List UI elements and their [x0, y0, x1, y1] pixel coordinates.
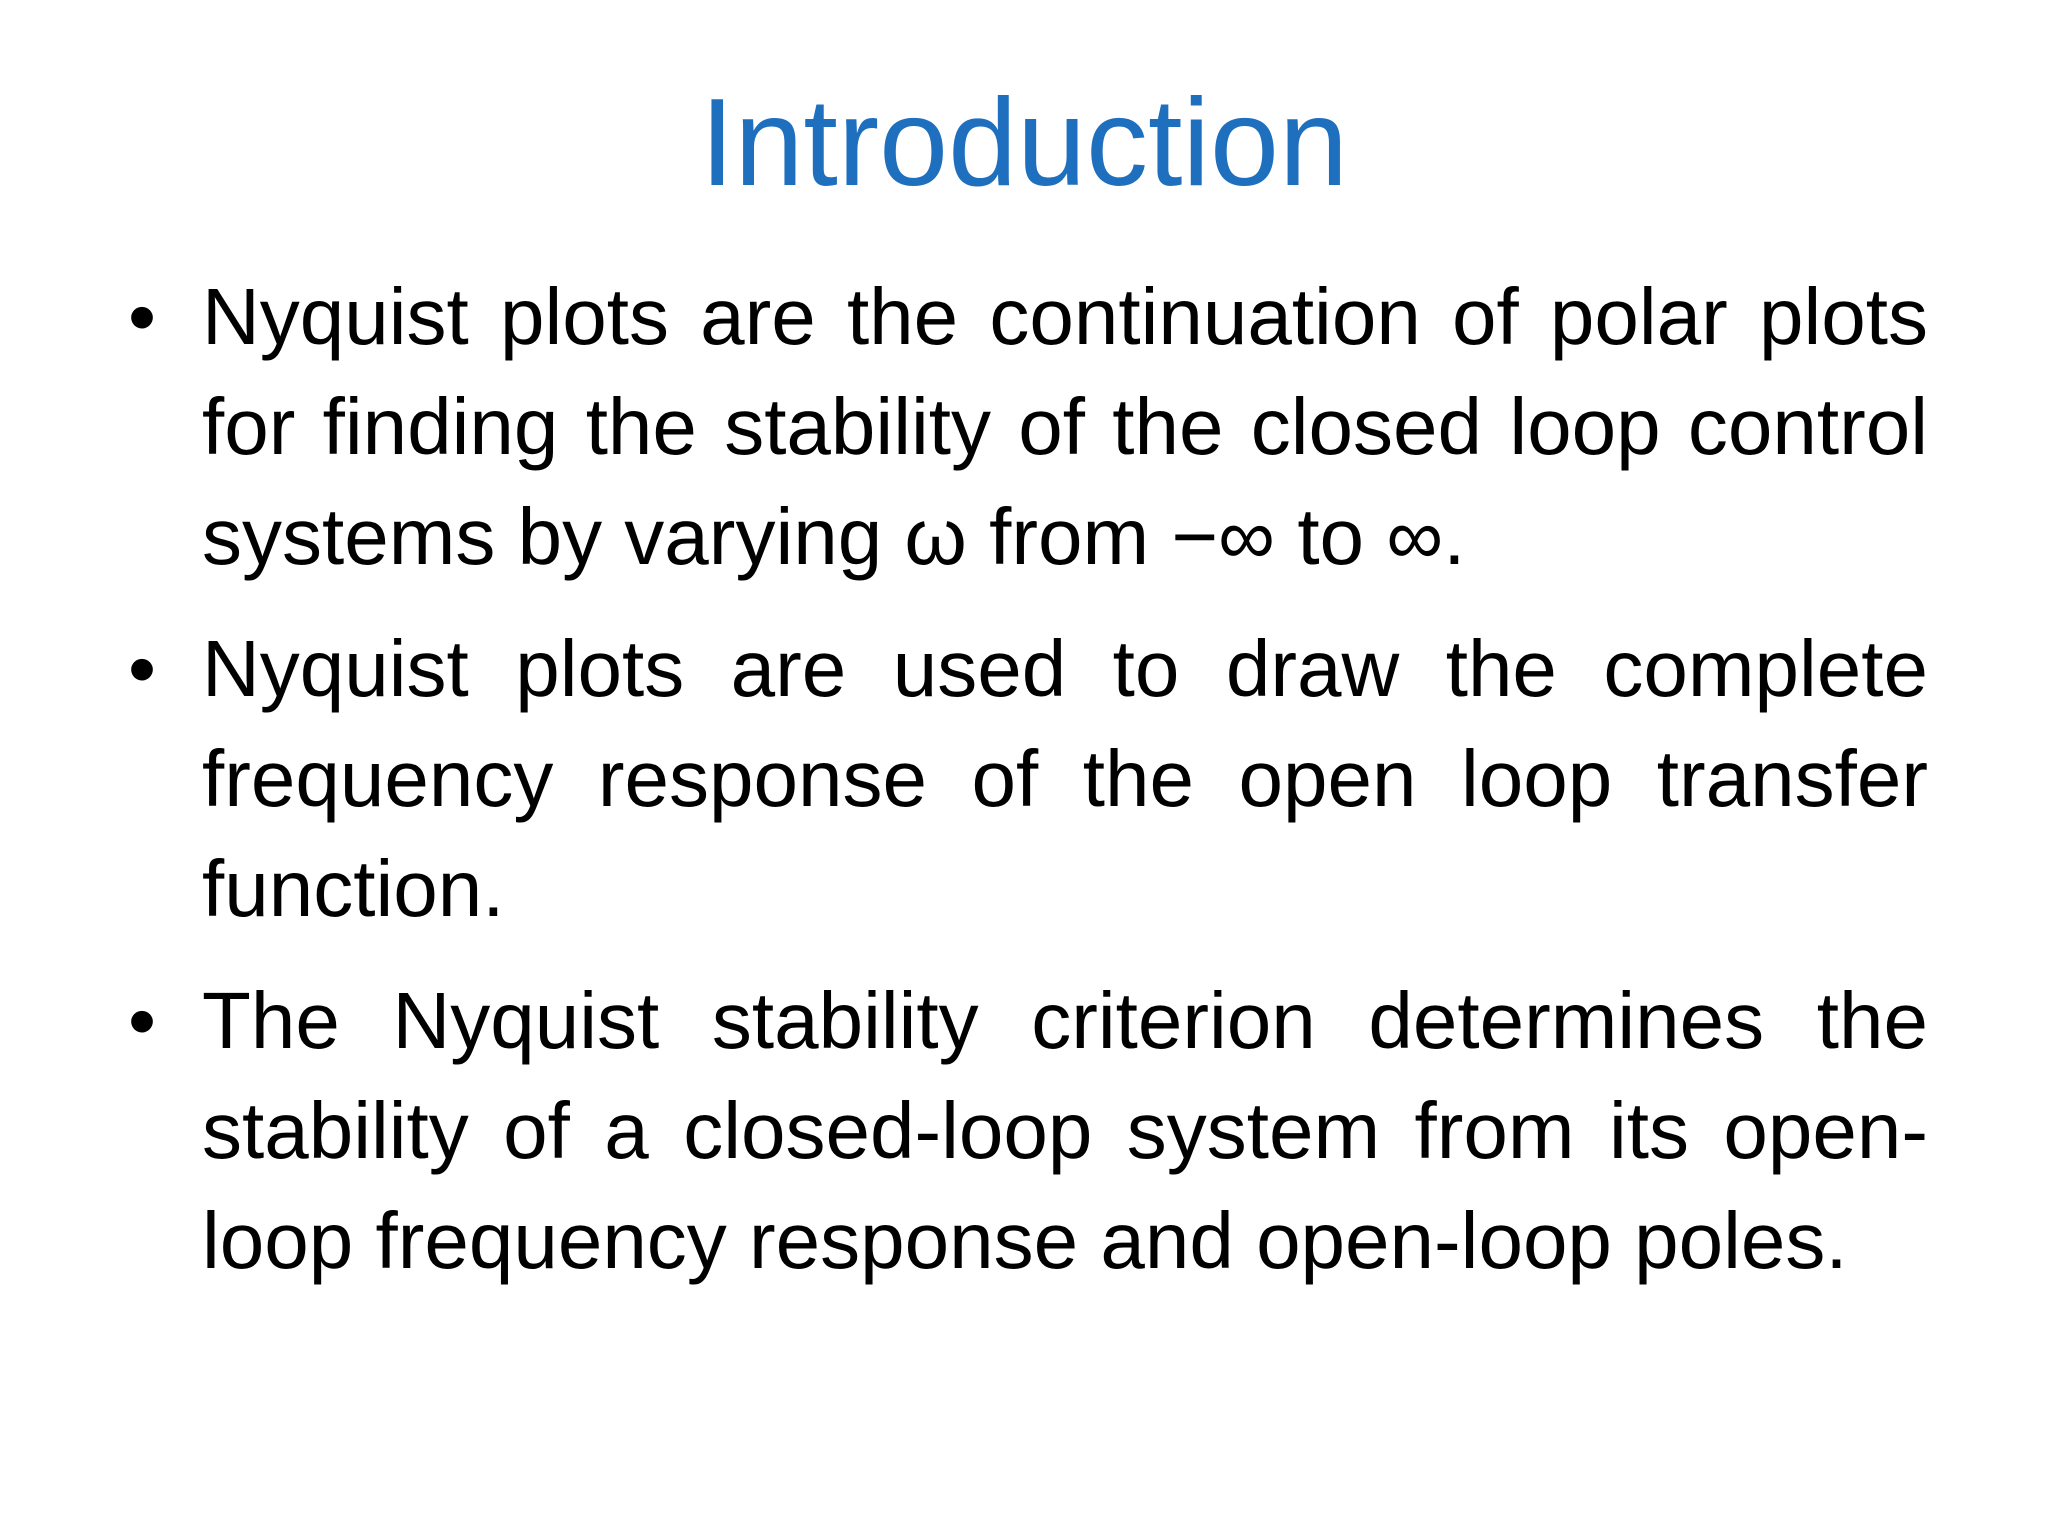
bullet-item: [128, 966, 1928, 1296]
bullet-list: [128, 262, 1928, 1318]
bullet-text: The Nyquist stability criterion determines the stability of a closed-loop system from its open-loop frequency response and open-loop poles.: [202, 976, 1928, 1285]
bullet-marker: •: [128, 272, 157, 361]
bullet-item: [128, 614, 1928, 944]
bullet-marker: •: [128, 624, 157, 713]
slide-title: Introduction: [700, 74, 1348, 212]
bullet-text: Nyquist plots are the continuation of polar plots for finding the stability of the closed loop control systems by varying ω from −∞ to ∞.: [202, 272, 1928, 581]
bullet-marker: •: [128, 976, 157, 1065]
bullet-text: Nyquist plots are used to draw the complete frequency response of the open loop transfer function.: [202, 624, 1928, 933]
bullet-item: [128, 262, 1928, 592]
